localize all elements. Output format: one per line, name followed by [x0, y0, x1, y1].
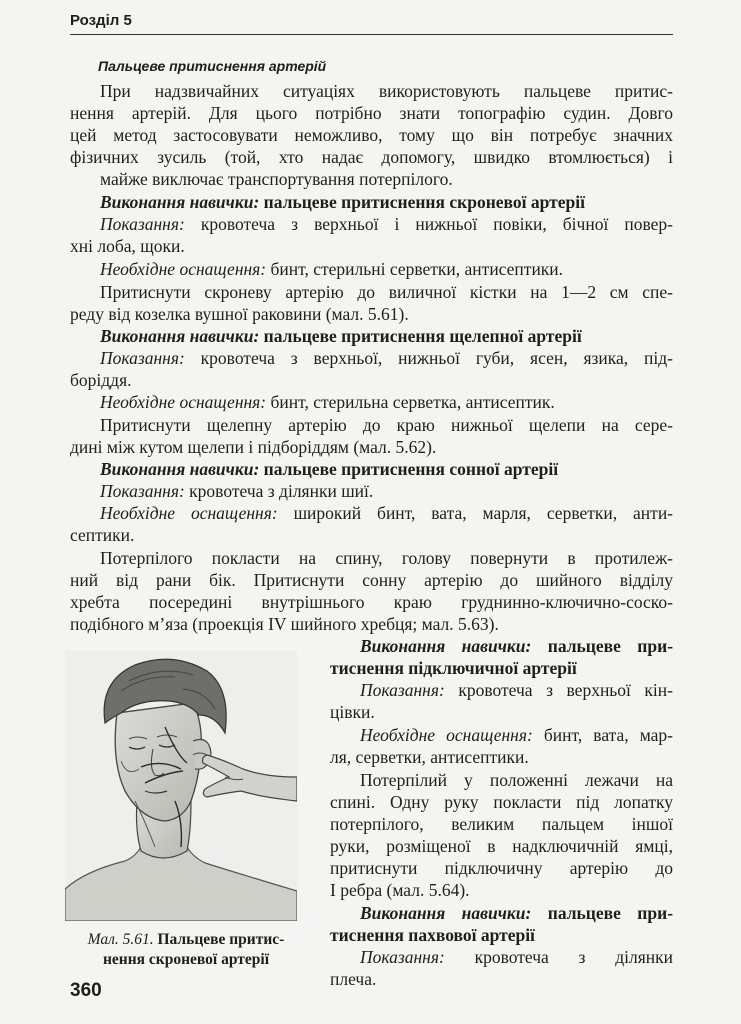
- skill1-equipment-text: бинт, стерильні серветки, антисептики.: [266, 259, 564, 279]
- figure-illustration: [65, 651, 297, 921]
- skill4-indication-label: Показання:: [360, 680, 445, 700]
- figure-label: Мал. 5.61.: [87, 931, 154, 948]
- skill2-equipment: [70, 391, 673, 413]
- skill4-indication-line-1: [330, 679, 673, 701]
- skill4-indication-line-2: цівки.: [330, 702, 375, 722]
- skill5-title-1: пальцеве при-: [547, 903, 674, 923]
- skill3-text-line-2: ний від рани бік. Притиснути сонну артерію до шийного відділу: [70, 570, 673, 590]
- skill4-text-line-2: спині. Одну руку покласти під лопатку: [330, 792, 673, 812]
- skill5-heading-line-1: [330, 902, 673, 924]
- skill4-equipment-label: Необхідне оснащення:: [360, 725, 533, 745]
- figure-caption-text-1: Пальцеве притис-: [153, 931, 285, 948]
- figure-caption: [70, 930, 302, 970]
- skill3-indication-label: Показання:: [100, 481, 185, 501]
- skill5-indication-line-1: [330, 946, 673, 968]
- skill4-text-line-4: руки, розміщеної в надключичній ямці,: [330, 836, 673, 856]
- skill3-equipment-line-1: [70, 502, 673, 524]
- skill1-equipment-label: Необхідне оснащення:: [100, 259, 267, 279]
- skill5-heading-line-2: тиснення пахвової артерії: [330, 925, 535, 945]
- skill4-text-line-6: I ребра (мал. 5.64).: [330, 880, 470, 900]
- skill3-text-line-1: Потерпілого покласти на спину, голову повернути в протилеж-: [100, 548, 673, 568]
- skill3-equipment-line-2: септики.: [70, 525, 135, 545]
- figure-caption-line-2: [70, 950, 302, 970]
- skill3-indication-text: кровотеча з ділянки шиї.: [184, 481, 374, 501]
- skill3-indication: [70, 480, 673, 502]
- intro-line-1: При надзвичайних ситуаціях використовують пальцеве притис-: [100, 81, 673, 101]
- page-number: 360: [70, 980, 102, 1001]
- intro-line-2: нення артерій. Для цього потрібно знати топографію судин. Довго: [70, 103, 673, 123]
- skill1-label: Виконання навички:: [100, 192, 260, 212]
- skill3-title: пальцеве притиснення сонної артерії: [263, 459, 559, 479]
- skill2-text-line-2: дині між кутом щелепи і підборіддям (мал. 5.62).: [70, 437, 437, 457]
- skill2-indication-line-2: боріддя.: [70, 370, 132, 390]
- skill1-heading: [70, 191, 673, 213]
- skill5-indication-text: кровотеча з ділянки: [444, 947, 673, 967]
- intro-line-4: фізичних зусиль (той, хто надає допомогу, швидко втомлюється) і: [70, 147, 673, 167]
- skill1-equipment: [70, 258, 673, 280]
- skill2-heading: [70, 325, 673, 347]
- skill4-equipment-line-1: [330, 724, 673, 746]
- skill4-heading-line-1: [330, 635, 673, 657]
- skill1-text-line-1: Притиснути скроневу артерію до виличної кістки на 1—2 см спе-: [100, 282, 673, 302]
- skill4-equipment-line-2: ля, серветки, антисептики.: [330, 747, 529, 767]
- skill3-equipment-text: широкий бинт, вата, марля, серветки, анти-: [277, 503, 674, 523]
- header-rule: [70, 34, 673, 35]
- section-title: Пальцеве притиснення артерій: [98, 58, 327, 74]
- skill5-label: Виконання навички:: [360, 903, 532, 923]
- skill4-indication-text: кровотеча з верхньої кін-: [444, 680, 673, 700]
- skill4-text-line-5: притиснути підключичну артерію до: [330, 858, 673, 878]
- skill2-label: Виконання навички:: [100, 326, 260, 346]
- skill3-equipment-label: Необхідне оснащення:: [100, 503, 278, 523]
- skill2-title: пальцеве притиснення щелепної артерії: [263, 326, 582, 346]
- skill2-equipment-text: бинт, стерильна серветка, антисептик.: [266, 392, 555, 412]
- skill3-text-line-4: подібного м’яза (проекція IV шийного хребця; мал. 5.63).: [70, 614, 499, 634]
- figure-caption-text-2: нення скроневої артерії: [102, 951, 269, 968]
- skill2-indication-line-1: [70, 347, 673, 369]
- skill4-text-line-3: потерпілого, великим пальцем іншої: [330, 814, 673, 834]
- skill4-equipment-text: бинт, вата, мар-: [532, 725, 673, 745]
- skill3-label: Виконання навички:: [100, 459, 260, 479]
- skill1-indication-line-2: хні лоба, щоки.: [70, 236, 185, 256]
- skill4-heading-line-2: тиснення підключичної артерії: [330, 658, 577, 678]
- skill1-indication-label: Показання:: [100, 214, 185, 234]
- skill2-text-line-1: Притиснути щелепну артерію до краю нижньої щелепи на сере-: [100, 415, 673, 435]
- skill1-indication-text: кровотеча з верхньої і нижньої повіки, бічної повер-: [184, 214, 673, 234]
- skill4-text-line-1: Потерпілий у положенні лежачи на: [360, 770, 673, 790]
- skill4-label: Виконання навички:: [360, 636, 532, 656]
- skill2-indication-label: Показання:: [100, 348, 185, 368]
- skill1-indication-line-1: [70, 213, 673, 235]
- figure-caption-line-1: [70, 930, 302, 950]
- chapter-header: Розділ 5: [70, 12, 132, 29]
- skill4-title-1: пальцеве при-: [547, 636, 674, 656]
- skill5-indication-line-2: плеча.: [330, 969, 377, 989]
- skill2-indication-text: кровотеча з верхньої, нижньої губи, ясен, язика, під-: [184, 348, 673, 368]
- skill1-text-line-2: реду від козелка вушної раковини (мал. 5.61).: [70, 304, 409, 324]
- skill5-indication-label: Показання:: [360, 947, 445, 967]
- intro-line-3: цей метод застосовувати неможливо, тому що він потребує значних: [70, 125, 673, 145]
- skill3-text-line-3: хребта посередині внутрішнього краю груднинно-ключично-соско-: [70, 592, 673, 612]
- skill3-heading: [70, 458, 673, 480]
- skill2-equipment-label: Необхідне оснащення:: [100, 392, 267, 412]
- skill1-title: пальцеве притиснення скроневої артерії: [263, 192, 585, 212]
- head-neck-drawing: [65, 651, 297, 921]
- intro-line-5: майже виключає транспортування потерпілого.: [100, 169, 453, 189]
